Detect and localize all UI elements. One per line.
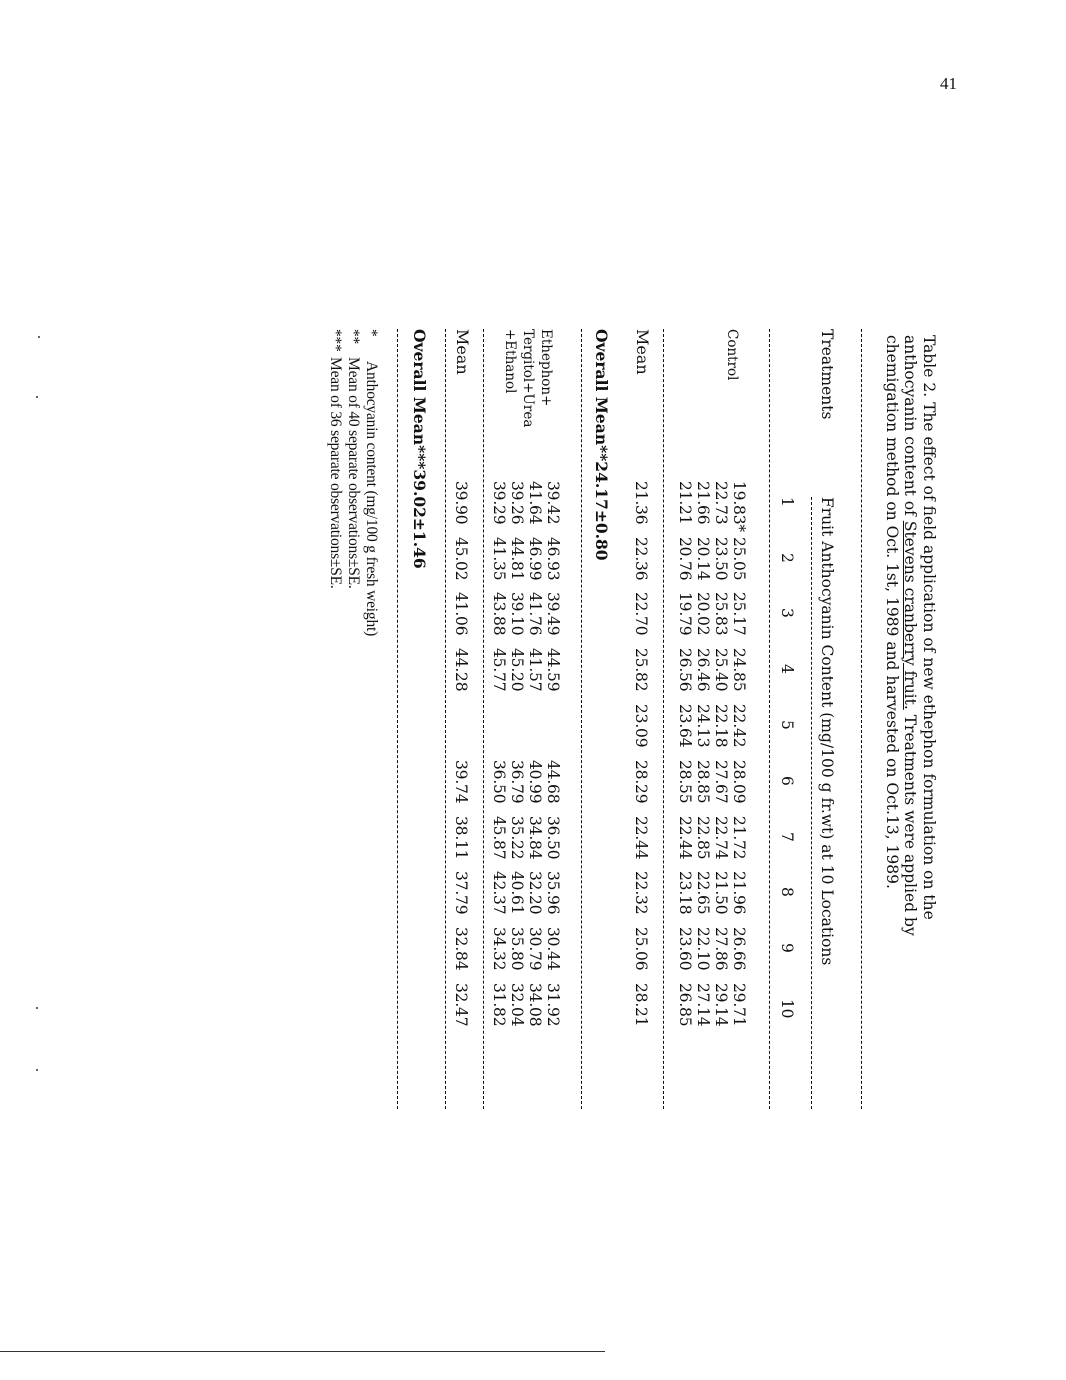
control-cell: 29.71 [730, 983, 748, 1027]
control-cell: 26.66 [730, 927, 748, 971]
ethephon-cell: 44.59 [544, 648, 562, 692]
ethephon-cell: 39.29 [490, 481, 508, 525]
footnote-mark: ** [345, 329, 362, 345]
ethephon-overall-mean: Overall Mean***39.02±1.46 [410, 329, 429, 569]
location-number: 10 [778, 999, 796, 1019]
control-cell: 20.02 [694, 592, 712, 636]
header-treatments: Treatments [818, 329, 836, 420]
ethephon-mean-cell: 37.79 [452, 871, 470, 915]
control-cell: 25.83 [712, 592, 730, 636]
ethephon-cell: 31.82 [490, 983, 508, 1027]
rule-ethephon-end [445, 329, 446, 1109]
page-number: 41 [940, 74, 957, 93]
control-mean-cell: 28.21 [632, 983, 650, 1027]
ethephon-label-1: Ethephon+ [538, 329, 554, 407]
control-cell: 21.66 [694, 481, 712, 525]
control-cell: 27.67 [712, 760, 730, 804]
ethephon-cell: 44.68 [544, 760, 562, 804]
rule-control-mean [663, 329, 664, 1109]
ethephon-mean-cell: 38.11 [452, 816, 470, 860]
ethephon-cell: 44.81 [508, 537, 526, 581]
control-overall-mean: Overall Mean**24.17±0.80 [592, 329, 611, 561]
control-cell: 23.50 [712, 537, 730, 581]
caption-line-2 [901, 335, 920, 1075]
ethephon-mean-cell: 32.84 [452, 927, 470, 971]
control-cell: 25.05 [730, 537, 748, 581]
location-number: 6 [778, 776, 796, 786]
ethephon-cell: 32.20 [526, 871, 544, 915]
ethephon-cell: 36.79 [508, 760, 526, 804]
control-cell: 26.56 [676, 648, 694, 692]
control-cell: 21.72 [730, 816, 748, 860]
control-cell: 22.73 [712, 481, 730, 525]
control-cell: 22.42 [730, 704, 748, 748]
control-cell: 24.13 [694, 704, 712, 748]
footnote-text: Mean of 36 separate observations±SE. [327, 357, 344, 589]
ethephon-cell: 41.57 [526, 648, 544, 692]
caption-underlined: Stevens cranberry fruit. [901, 520, 920, 710]
ethephon-cell: 41.35 [490, 537, 508, 581]
control-mean-cell: 22.70 [632, 592, 650, 636]
ethephon-cell: 41.76 [526, 592, 544, 636]
rotated-table [270, 329, 940, 1119]
location-number: 7 [778, 832, 796, 842]
control-cell: 22.10 [694, 927, 712, 971]
location-number: 1 [778, 497, 796, 507]
footnote-mark: *** [327, 329, 344, 352]
ethephon-cell: 39.49 [544, 592, 562, 636]
control-cell: 27.14 [694, 983, 712, 1027]
control-cell: 29.14 [712, 983, 730, 1027]
control-cell: 23.18 [676, 871, 694, 915]
ethephon-cell: 35.96 [544, 871, 562, 915]
ethephon-cell: 36.50 [490, 760, 508, 804]
ethephon-cell: 45.87 [490, 816, 508, 860]
control-cell: 20.14 [694, 537, 712, 581]
ethephon-mean-cell: 39.90 [452, 481, 470, 525]
bottom-rule [0, 1351, 605, 1352]
ethephon-cell: 34.08 [526, 983, 544, 1027]
caption-line-2-pre: anthocyanin content of [901, 335, 920, 521]
scan-speck [38, 336, 40, 338]
rule-header-under-title [811, 497, 812, 1109]
control-cell: 23.60 [676, 927, 694, 971]
ethephon-label-3: +Ethanol [502, 329, 518, 394]
control-label: Control [724, 329, 740, 381]
ethephon-cell: 46.93 [544, 537, 562, 581]
ethephon-cell: 32.04 [508, 983, 526, 1027]
ethephon-cell: 42.37 [490, 871, 508, 915]
ethephon-cell: 45.77 [490, 648, 508, 692]
ethephon-cell: 34.84 [526, 816, 544, 860]
rule-bottom [397, 329, 398, 1109]
ethephon-mean-cell: 45.02 [452, 537, 470, 581]
ethephon-cell: 35.22 [508, 816, 526, 860]
control-cell: 26.46 [694, 648, 712, 692]
ethephon-cell: 34.32 [490, 927, 508, 971]
ethephon-cell: 39.26 [508, 481, 526, 525]
table-caption [882, 335, 938, 1075]
ethephon-cell: 39.10 [508, 592, 526, 636]
ethephon-cell: 39.42 [544, 481, 562, 525]
location-number: 9 [778, 943, 796, 953]
ethephon-cell: 40.61 [508, 871, 526, 915]
control-cell: 22.44 [676, 816, 694, 860]
control-cell: 20.76 [676, 537, 694, 581]
footnote-text: Mean of 40 separate observations±SE. [345, 357, 362, 589]
control-mean-label: Mean [633, 329, 652, 375]
control-cell: 19.79 [676, 592, 694, 636]
ethephon-cell: 41.64 [526, 481, 544, 525]
control-cell: 21.96 [730, 871, 748, 915]
caption-line-2-post: Treatments were applied by [901, 709, 920, 936]
control-mean-cell: 22.44 [632, 816, 650, 860]
ethephon-cell: 43.88 [490, 592, 508, 636]
control-cell: 22.85 [694, 816, 712, 860]
scan-speck [36, 1007, 38, 1009]
rule-ethephon-mean [483, 329, 484, 1109]
ethephon-cell: 31.92 [544, 983, 562, 1027]
rule-top [861, 329, 862, 1109]
control-cell: 28.85 [694, 760, 712, 804]
location-number: 3 [778, 608, 796, 618]
control-cell: 24.85 [730, 648, 748, 692]
control-mean-cell: 25.06 [632, 927, 650, 971]
control-cell: 27.86 [712, 927, 730, 971]
rule-header [769, 329, 770, 1109]
ethephon-cell: 40.99 [526, 760, 544, 804]
header-title: Fruit Anthocyanin Content (mg/100 g fr.wt) at 10 Locations [818, 497, 836, 966]
control-cell: 28.55 [676, 760, 694, 804]
control-cell: 22.18 [712, 704, 730, 748]
control-cell: 28.09 [730, 760, 748, 804]
control-cell: 22.65 [694, 871, 712, 915]
control-mean-cell: 21.36 [632, 481, 650, 525]
footnote-mark: * [363, 329, 380, 337]
ethephon-label-2: Tergitol+Urea [520, 329, 536, 428]
ethephon-cell: 35.80 [508, 927, 526, 971]
scan-speck [36, 396, 38, 398]
location-number: 5 [778, 720, 796, 730]
control-cell: 21.50 [712, 871, 730, 915]
location-number: 8 [778, 887, 796, 897]
ethephon-mean-cell: 41.06 [452, 592, 470, 636]
ethephon-cell: 30.79 [526, 927, 544, 971]
control-cell: 23.64 [676, 704, 694, 748]
ethephon-mean-label: Mean [453, 329, 472, 375]
control-cell: 19.83* [730, 481, 748, 532]
control-cell: 22.74 [712, 816, 730, 860]
control-cell: 25.17 [730, 592, 748, 636]
control-mean-cell: 23.09 [632, 704, 650, 748]
footnote-text: Anthocyanin content (mg/100 g fresh weight) [363, 361, 380, 637]
control-mean-cell: 22.36 [632, 537, 650, 581]
ethephon-cell: 36.50 [544, 816, 562, 860]
control-mean-cell: 25.82 [632, 648, 650, 692]
ethephon-mean-cell: 39.74 [452, 760, 470, 804]
control-mean-cell: 28.29 [632, 760, 650, 804]
caption-line-3: chemigation method on Oct. 1st, 1989 and harvested on Oct.13, 1989. [882, 335, 901, 889]
ethephon-cell: 45.20 [508, 648, 526, 692]
caption-line-1: Table 2. The effect of field application of new ethephon formulation on the [920, 335, 938, 920]
ethephon-cell: 30.44 [544, 927, 562, 971]
ethephon-mean-cell: 44.28 [452, 648, 470, 692]
scan-speck [36, 1069, 38, 1071]
control-cell: 25.40 [712, 648, 730, 692]
control-cell: 21.21 [676, 481, 694, 525]
ethephon-cell: 46.99 [526, 537, 544, 581]
control-cell: 26.85 [676, 983, 694, 1027]
rule-control-end [581, 329, 582, 1109]
ethephon-mean-cell: 32.47 [452, 983, 470, 1027]
control-mean-cell: 22.32 [632, 871, 650, 915]
location-number: 4 [778, 664, 796, 674]
location-number: 2 [778, 553, 796, 563]
